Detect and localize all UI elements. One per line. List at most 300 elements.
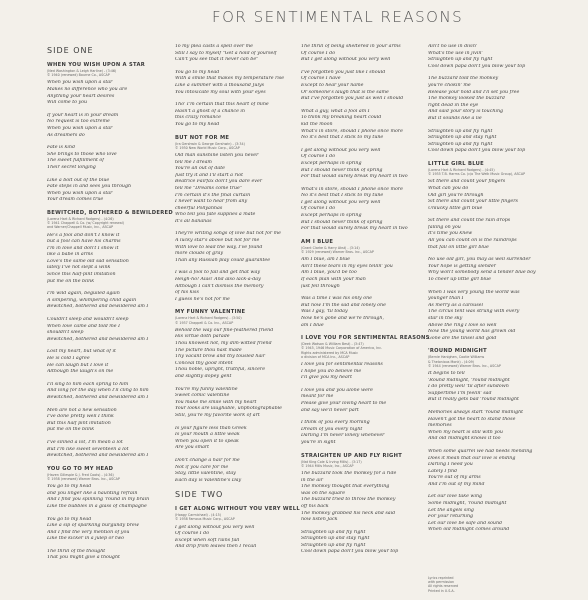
lyric-line: No it's best that I stick to my tune [301,193,384,199]
side-heading: SIDE ONE [47,46,94,55]
lyric-line: For that would surely break my heart in two [301,226,408,232]
lyric-line: The buzzard took the monkey for a ride [301,470,397,476]
lyric-line: Sit there and count your little fingers [428,199,518,205]
lyric-line: Am I blue, am I blue [301,257,350,263]
footer-credits [428,576,458,593]
lyric-line: I think of you every morning [301,420,370,426]
stanza [47,80,179,106]
lyric-line: cheerful Pollyannas [175,205,223,211]
lyric-line: And I find you spinning 'round in my brain [47,497,150,503]
lyric-line: Couldn't sleep and wouldn't sleep [47,317,129,323]
song-credits [428,355,560,368]
song-title: MY FUNNY VALENTINE [175,309,246,316]
song-block [175,506,307,551]
lyric-line: It begins to tell [428,370,465,376]
lyric-line: like a babe in arms [47,252,93,258]
lyric-line: When my heart is still with you [428,429,503,435]
lyric-line: I'm wild again, beguiled again [47,291,120,297]
song-title: BUT NOT FOR ME [175,134,230,141]
song-credits [428,168,560,176]
credit-line: © 1929 (renewed) Warner Bros. Inc., ASCAP [301,250,374,255]
lyric-line: Unlucky little girl blue [428,205,483,211]
stanza [47,440,179,460]
credit-line: © 1937 Chappell & Co. Inc., ASCAP [175,320,234,325]
lyric-line: Ain't no use in divin' [428,44,478,49]
lyric-line: You're out of my arms [428,475,481,481]
stanza [47,517,179,543]
credit-line: © 1938 (renewed) Warner Bros. Inc., ASCAP [47,476,120,481]
credit-line: (Lorenz Hart & Richard Rodgers) - (4:45) [428,167,495,172]
lyric-line: And drip from leaves then I recall [175,544,257,550]
credit-line: © 1938 Famous Music Corp., ASCAP [175,517,235,522]
lyric-line: younger than I [428,296,464,302]
lyric-line: Behold the way our fine-feathered friend [175,327,274,333]
lyric-line: Your dream comes true [47,197,104,203]
credit-line: (Ira Gershwin & George Gershwin) - (3:34) [175,141,245,146]
lyric-line: I'll give you my heart [301,375,352,381]
lyric-line: When some quarrel we had needs mending [428,448,533,454]
lyric-line: I get along without you very well [301,199,381,205]
lyrics-continuation [175,44,307,129]
footer-line: All rights reserved [428,584,459,589]
lyric-line: The monkey grabbed his neck and said [301,510,396,516]
stanza [301,362,433,382]
song-credits [47,217,179,230]
lyric-line: You go to my head [175,69,220,75]
lyric-line: Although I can't dismiss the memory [175,283,264,289]
credit-line: (Hoagy Carmichael) - (4:15) [175,513,222,518]
stanza [301,530,433,556]
lyric-line: I guess he's not for me [175,296,230,302]
lyrics-column-4 [428,44,560,540]
credit-line: a division of MCA Inc., ASCAP [301,354,350,359]
lyric-line: Let our love be safe and sound [428,520,503,526]
lyric-line: They're writing songs of love but not for me [175,231,281,237]
lyric-line: off his back [301,503,329,509]
lyric-line: Straighten up and stay right [428,135,497,141]
lyric-line: Was a time I was his only one [301,296,372,302]
stanza [301,187,433,233]
lyric-line: Thou noble, upright, truthful, sincere [175,367,266,373]
lyric-line: Your hope is getting slender [428,263,496,269]
lyric-line: What a guy, what a fool am I [301,108,370,114]
stanza [175,387,307,420]
lyric-line: Will come to you [47,100,88,106]
lyric-line: Of course I do [301,50,336,56]
lyric-line: You're my funny valentine [175,386,238,392]
stanza [175,70,307,96]
lyric-line: What can you do [428,185,469,191]
stanza [301,257,433,290]
lyric-line: Sit there and count the rain drops [428,218,511,224]
lyric-line: Or someone's laugh that is the same [301,89,389,95]
lyric-line: Thy vacant brow and thy tousled hair [175,354,266,360]
lyric-line: Is your mouth a little weak [175,432,240,438]
lyric-line: A lucky star's above but not for me [175,238,260,244]
lyric-line: Straighten up and stay right [301,536,370,542]
lyrics-column-1 [47,44,179,568]
song-block [428,161,560,342]
lyric-line: Is your figure less than Greek [175,425,247,431]
lyric-line: The circus tent was strung with every [428,309,520,315]
lyric-line: I hope you do believe me [301,368,362,374]
stanza [175,102,307,128]
footer-line: Printed in U.S.A. [428,588,455,593]
lyric-line: this crazy romance [175,115,221,121]
lyric-line: But I'm like sweet seventeen a lot [47,446,129,452]
lyric-line: I've done pretty well I think [47,414,114,420]
credit-line: Rights administered by MCA Music [301,350,359,355]
stanza [175,525,307,551]
lyric-line: 'Round midnight, 'round midnight [428,377,510,383]
lyric-line: Fate is kind [47,145,75,151]
credit-line: (Grant Clarke & Harry Akst) - (3:14) [301,245,360,250]
lyric-line: you're chokin' me [428,82,471,88]
lyric-line: Cool down papa don't you blow your top [428,148,526,154]
lyric-line: The thrill of being sheltered in your arms [301,44,401,49]
credit-line: © 1944 Mills Music, Inc., ASCAP [301,463,354,468]
song-credits [175,513,307,521]
lyric-line: What's the use in jivin' [428,50,483,56]
lyric-line: Like the kicker in a julep or two [47,536,125,542]
stanza [428,179,560,212]
lyric-line: just fell through [301,283,340,289]
lyric-line: The picture thou hast made [175,347,242,353]
lyric-line: For your returning [428,514,474,520]
lyric-line: But it sounds like a lie [428,115,482,121]
lyric-line: You're all out of date [175,166,225,172]
lyric-line: Straighten up and fly right [301,529,366,535]
stanza [175,270,307,303]
stanza [301,109,433,142]
stanza [47,349,179,375]
lyric-line: I love you for sentimental reasons [301,362,383,367]
lyric-line: Let the angels sing [428,507,474,513]
lyric-line: Darling I need you [428,462,473,468]
lyric-line: Like a bolt out of the blue [47,177,110,183]
lyric-line: in the air [301,477,323,483]
stanza [47,484,179,510]
stanza [428,449,560,489]
song-block [47,466,179,562]
song-title: I GET ALONG WITHOUT YOU VERY WELL [175,506,300,513]
lyric-line: No request is too extreme [47,119,110,125]
song-block [47,210,179,460]
lyric-line: You go to my head [47,484,92,490]
lyric-line: Beatrice Fairfax don't you dare ever [175,179,263,185]
lyric-line: more clouds of gray [175,251,223,257]
stanza [301,471,433,524]
lyric-line: Makes no difference who you are [47,87,128,92]
stanza [428,257,560,283]
lyric-line: Heigh-ho! Alas! And also lack-a-day [175,277,261,283]
stanza [428,218,560,251]
lyric-line: When you wish upon a star [47,125,113,131]
song-title: WHEN YOU WISH UPON A STAR [47,62,146,68]
lyric-line: Like the bubbles in a glass of champagne [47,503,147,509]
lyric-line: Are you smart [175,445,210,451]
stanza [428,129,560,155]
lyric-line: Men are not a new sensation [47,407,117,413]
song-block [175,135,307,304]
lyric-line: If your heart is in your dream [47,112,119,118]
lyric-line: When love came and told me I [47,323,121,329]
credit-line: © 1945, 1946 Music Corporation of America, Inc. [301,346,383,351]
lyric-line: Bewitched, bothered and bewildered am I [47,336,149,342]
lyric-line: Release your hold and I'll set you free [428,89,520,95]
song-title: STRAIGHTEN UP AND FLY RIGHT [301,452,403,459]
lyric-line: But I get along without you very well [301,57,391,63]
lyric-line: I do pretty well 'til after sundown [428,384,509,390]
lyric-line: Now he's gone and we're through, [301,316,384,321]
lyric-line: He is cold I agree [47,356,90,362]
lyric-line: It's time you knew [428,231,473,237]
stanza [47,382,179,402]
lyric-line: Why won't somebody send a tender blue boy [428,270,536,276]
lyric-line: Old man sunshine listen you never [175,152,259,158]
lyric-line: When I was very young the world was [428,289,520,295]
lyric-line: Not if you care for me [175,464,229,470]
lyric-line: Straighten up and fly right [428,57,493,63]
lyric-line: I've forgotten you just like I should [301,69,386,75]
lyric-line: Than any Russian play could guarantee [175,257,271,263]
lyric-line: Except to hear your name [301,82,364,88]
credit-line: © 1941 Chappell & Co. (w/ Copyright renewal) [47,221,124,226]
lyric-line: When you wish upon a star [47,80,113,86]
lyric-line: Darling I'm never lonely whenever [301,433,385,439]
stanza [428,76,560,122]
lyric-line: But now I'm the sad and lonely one [301,302,386,308]
lyric-line: of his kiss [175,290,199,296]
song-title: LITTLE GIRL BLUE [428,160,485,167]
lyric-line: Please give your loving heart to me [301,400,387,406]
credit-line: (Lorenz Hart & Richard Rodgers) - (3:50) [175,316,242,321]
lyric-line: And long for the day when I'll cling to him [47,388,149,394]
lyric-line: And old midnight knows it too [428,436,501,442]
lyric-line: His virtue doth parade [175,334,230,340]
lyric-line: Anything your heart desires [47,93,115,99]
lyric-line: When old midnight comes around [428,527,510,533]
lyrics-continuation [301,44,433,233]
lyric-line: The buzzard told the monkey [428,76,499,82]
lyric-line: Suppertime I'm feelin' sad [428,390,492,396]
lyric-line: You intoxicate my soul with your eyes [175,89,266,95]
lyric-line: Dream of you every night [301,426,363,432]
lyric-line: Ain't these tears in my eyes tellin' you [301,263,393,269]
lyric-line: With a smile that makes my temperature rise [175,76,285,82]
lyric-line: Conceal thy good intent [175,360,233,366]
lyric-line: What's in store, should I phone once more [301,128,403,134]
lyric-line: Still, you're my favorite work of art [175,412,260,418]
lyric-line: Was I gay, 'til today [301,309,348,315]
lyric-line: To my plea casts a spell over me [175,44,253,49]
credit-line: (Bernie Hanighen, Cootie Williams [428,355,485,360]
stanza [428,494,560,534]
lyric-line: I get along without you very well [301,147,381,153]
lyric-line: Straighten up and fly right [428,128,493,134]
lyric-line: He can laugh but I love it [47,362,109,368]
lyric-line: If each plan with your man [301,277,366,283]
song-title: YOU GO TO MY HEAD [47,465,114,472]
song-title: BEWITCHED, BOTHERED & BEWILDERED [47,209,173,216]
lyric-line: put me on the blink [47,427,95,433]
credit-line: (Haven Gillespie & J. Fred Coots) - (4:36) [47,472,114,477]
stanza [175,44,307,64]
lyric-line: A simpering, whimpering child again [47,297,137,303]
lyric-line: Thou knowest not, my dim-witted friend [175,341,272,346]
stanza [301,148,433,181]
lyric-line: But I should never think of spring [301,219,383,225]
lyric-line: But this half pint imitation [47,420,111,426]
lyric-line: Of course I have [301,76,341,82]
lyric-line: tell me I dream [175,159,212,165]
lyric-line: Fate steps in and sees you through [47,184,132,190]
stanza [47,408,179,434]
lyric-line: Your looks are laughable, unphotographable [175,406,282,412]
footer-line: with permission [428,580,455,585]
lyric-line: All you can count on is the raindrops [428,238,517,244]
lyric-line: Cool down papa don't you blow your top [428,63,526,69]
lyric-line: He's a fool and don't I know it [47,232,120,238]
lyric-line: You go to my head [175,121,220,127]
lyric-line: And I'm out of my mind [428,481,485,487]
lyric-line: Old girl you're through [428,192,484,198]
lyric-line: but a fool can have his charms [47,239,121,245]
song-block [428,348,560,534]
lyric-line: you're in sight [301,439,336,445]
lyric-line: Don't change a hair for me [175,457,240,463]
stanza [428,44,560,70]
lyric-line: Hasn't a ghost of a chance in [175,108,245,114]
lyric-line: Let our love take wing [428,494,483,500]
stanza [428,410,560,443]
lyric-line: As merry as a carousel [428,302,483,308]
stanza [175,458,307,484]
lyric-line: Stay, little valentine, stay [175,471,236,477]
lyric-line: Who tell you fate supplies a mate [175,212,256,218]
lyric-line: I've sinned a lot, I'm mean a lot [47,439,123,445]
lyric-line: Haven't got the heart to stand those [428,416,516,422]
lyric-line: But it really gets bad 'round midnight [428,397,519,403]
lyric-line: Of course I do [301,154,336,160]
lyric-line: Except when soft rains fall [175,537,240,543]
lyric-line: It's all bananas [175,218,212,224]
lyric-line: For that would surely break my heart in two [301,174,408,180]
stanza [175,328,307,381]
lyric-line: Since this half-pint imitation [47,272,116,278]
stanza [301,70,433,103]
lyric-line: I get along without you very well [175,524,255,530]
lyric-line: Sit there and count your fingers [428,179,506,185]
song-credits [47,473,179,481]
page-title: FOR SENTIMENTAL REASONS [212,8,464,26]
credit-line: © 1935 T.B. Harms Co. (c/o The Welk Music Group), ASCAP [428,172,526,177]
lyric-line: Of course I do [301,206,336,212]
lyric-line: falling on you [428,224,461,230]
lyric-line: As dreamers do [47,132,85,138]
credit-line: (Ned Washington & Leigh Harline) - (3:46) [47,69,117,73]
lyric-line: tell me "Dreams come true" [175,185,243,191]
stanza [301,296,433,329]
lyric-line: Although the laugh's on me [47,369,114,375]
credit-line: © 1944 (renewed) Warner Bros. Inc., ASCAP [428,363,501,368]
lyric-line: I never want to hear from any [175,199,248,205]
lyric-line: Does it mean that our love is ending [428,455,516,461]
lyric-line: To cheer up little girl blue [428,277,491,283]
lyric-line: Sweet comic valentine [175,393,230,399]
song-title: AM I BLUE [301,238,334,245]
credit-line: & Thelonious Monk) - (4:09) [428,359,474,364]
lyric-line: Bewitched, bothered and bewildered am I [47,394,149,400]
credit-line: (Deek Watson & William Best) - (3:47) [301,342,364,347]
lyric-line: And I find the very mention of you [47,529,130,535]
lyrics-continuation [428,44,560,155]
lyric-line: Some midnight, 'round midnight [428,501,507,507]
lyric-line: memories [428,423,452,429]
lyric-line: Now the young world has grown old [428,329,516,335]
lyric-line: You make me smile with my heart [175,399,257,405]
lyric-line: And said your story is touching [428,109,504,115]
lyric-line: meant for me [301,394,334,400]
stanza [47,233,179,286]
lyric-line: The monkey thought that everything [301,484,390,490]
lyric-line: Except perhaps in spring [301,213,362,219]
lyric-line: When you open it to speak [175,438,239,444]
lyric-line: was on the square [301,490,346,496]
lyric-line: I'm in love and don't I show it [47,245,119,251]
lyric-line: Of course I do [175,531,210,537]
lyric-line: You go to my head [47,516,92,522]
lyric-line: Gone are the tinsel and gold [428,335,497,341]
song-block [301,453,433,557]
credit-line: (Nat King Cole & Irving Mills) - (3:17) [301,459,362,464]
song-credits [175,316,307,324]
lyric-line: Can't you see that it never can be" [175,57,259,63]
song-block [301,239,433,329]
credit-line: © 1940 (renewed) Bourne Co., ASCAP [47,73,110,78]
song-credits [47,69,179,77]
credit-line: (Lorenz Hart & Richard Rodgers) - (4:26) [47,216,114,221]
lyric-line: Tho' I'm certain that this heart of mine [175,102,269,108]
lyric-line: To think my breaking heart could [301,115,382,121]
lyric-line: Bewitched, bothered and bewildered am I [47,304,149,310]
lyric-line: now listen Jack [301,517,338,523]
stanza [301,44,433,64]
lyric-line: Just try it and I'll start a riot [175,172,244,178]
stanza [175,153,307,226]
stanza [175,426,307,452]
lyric-line: and say we'll never part [301,407,359,413]
stanza [47,145,179,171]
lyric-line: Memories always start 'round midnight [428,409,524,415]
lyric-line: The monkey looked the buzzard [428,96,505,102]
lyric-line: Am I blue, you'd be too [301,270,357,276]
lyric-line: I love you and you alone were [301,387,373,393]
lyric-line: That you might give a thought [47,555,120,561]
lyric-line: No use old girl, you may as well surrender [428,257,531,263]
lyric-line: Bewitched, bothered and bewildered am I [47,453,149,459]
lyric-line: No it's best that I stick to my tune [301,135,384,141]
lyrics-column-3 [301,44,433,562]
song-credits [301,246,433,254]
lyric-line: I'm certain it's the final curtain [175,192,251,198]
song-block [301,335,433,446]
stanza [47,178,179,204]
lyric-line: I'll sing to him each spring to him [47,381,129,387]
lyric-line: Cool down papa don't you blow your top [301,549,399,555]
lyric-line: Straighten up and fly right [301,542,366,548]
stanza [175,231,307,264]
